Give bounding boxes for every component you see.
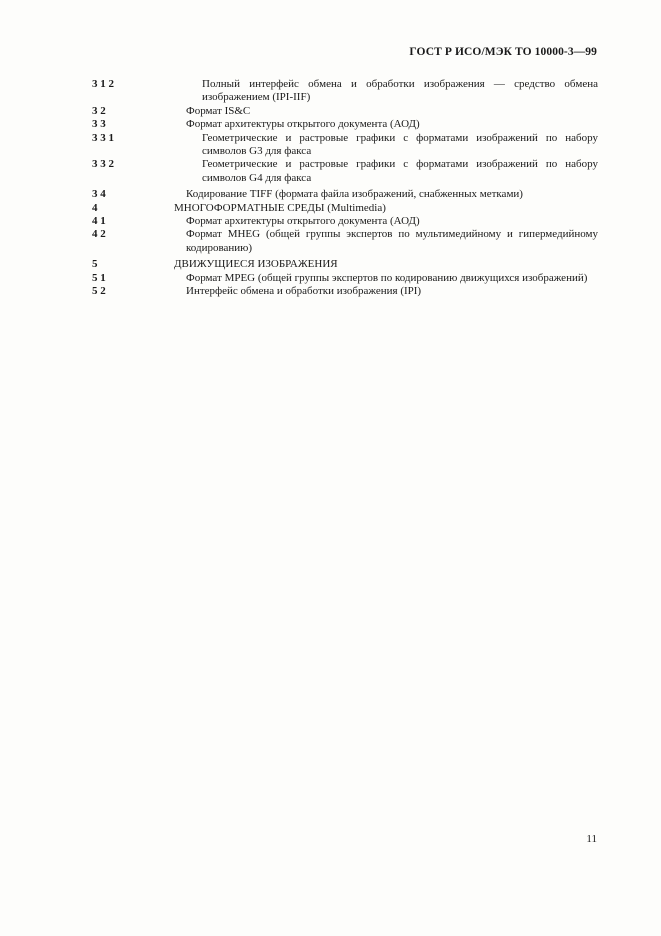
item-text: Геометрические и растровые графики с форматами изображений по набору символов G4 для факса	[202, 158, 598, 184]
item-number: 3 3 2	[92, 158, 114, 171]
item-number: 5 1	[92, 271, 106, 284]
list-item	[92, 285, 598, 298]
list-item	[92, 118, 598, 131]
item-number: 5	[92, 258, 98, 271]
document-header: ГОСТ Р ИСО/МЭК ТО 10000-3—99	[409, 46, 597, 58]
contents-list	[92, 78, 598, 299]
list-item	[92, 215, 598, 228]
item-number: 3 3	[92, 118, 106, 131]
section-heading: ДВИЖУЩИЕСЯ ИЗОБРАЖЕНИЯ	[174, 258, 338, 271]
item-text: Кодирование TIFF (формата файла изображений, снабженных метками)	[186, 188, 523, 201]
list-item	[92, 272, 598, 285]
list-item	[92, 132, 598, 159]
item-number: 5 2	[92, 285, 106, 298]
section-heading: МНОГОФОРМАТНЫЕ СРЕДЫ (Multimedia)	[174, 201, 386, 214]
item-text: Формат MHEG (общей группы экспертов по мультимедийному и гипермедийному кодированию)	[186, 228, 598, 254]
list-item	[92, 158, 598, 185]
item-number: 4	[92, 201, 98, 214]
item-text: Формат архитектуры открытого документа (АОД)	[186, 215, 420, 228]
item-text: Геометрические и растровые графики с форматами изображений по набору символов G3 для факса	[202, 131, 598, 158]
list-item	[92, 202, 598, 215]
item-number: 3 4	[92, 188, 106, 201]
list-item	[92, 78, 598, 105]
item-number: 3 2	[92, 104, 106, 117]
page-number: 11	[586, 833, 597, 845]
item-text: Полный интерфейс обмена и обработки изображения — средство обмена изображением (IPI-IIF)	[202, 78, 598, 104]
item-number: 4 2	[92, 228, 106, 241]
item-number: 3 3 1	[92, 131, 114, 144]
item-number: 3 1 2	[92, 78, 114, 90]
item-text: Формат MPEG (общей группы экспертов по кодированию движущихся изображений)	[186, 271, 588, 284]
list-item	[92, 105, 598, 118]
item-number: 4 1	[92, 215, 106, 228]
item-text: Формат IS&C	[186, 104, 251, 117]
list-item	[92, 258, 598, 271]
list-item	[92, 228, 598, 255]
item-text: Формат архитектуры открытого документа (АОД)	[186, 118, 420, 131]
list-item	[92, 188, 598, 201]
item-text: Интерфейс обмена и обработки изображения (IPI)	[186, 285, 422, 298]
